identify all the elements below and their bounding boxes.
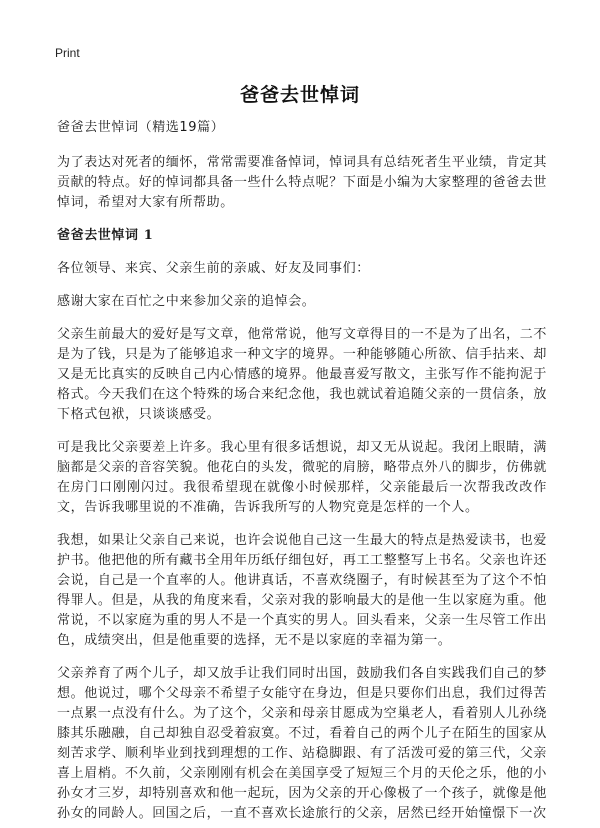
intro-paragraph: 为了表达对死者的缅怀，常常需要准备悼词，悼词具有总结死者生平业绩，肯定其贡献的特点。好的悼词都具备一些什么特点呢？下面是小编为大家整理的爸爸去世悼词，希望对大家有所帮助。 [57, 155, 547, 210]
body-paragraph: 可是我比父亲要差上许多。我心里有很多话想说，却又无从说起。我闭上眼睛，满脑都是父亲的音容笑貌。他花白的头发，微驼的肩膀，略带点外八的脚步，仿佛就在房门口刚刚闪过。我很希望现在就像小时候那样，父亲能最后一次帮我改改作文，告诉我哪里说的不准确，告诉我所写的人物究竟是怎样的一个人。 [57, 440, 547, 515]
document-body [57, 118, 547, 828]
document-title: 爸爸去世悼词 [239, 84, 360, 106]
body-paragraph: 父亲养育了两个儿子，却又放手让我们同时出国，鼓励我们各自实践我们自己的梦想。他说过，哪个父母亲不希望子女能守在身边，但是只要你们出息，我们过得苦一点累一点没有什么。为了这个，父亲和母亲甘愿成为空巢老人，看着别人儿孙绕膝其乐融融，自己却独自忍受着寂寞。不过，看着自己的两个儿子在陌生的国家从刻苦求学、顺利毕业到找到理想的工作、站稳脚跟、有了活泼可爱的第三代，父亲喜上眉梢。不久前，父亲刚刚有机会在美国享受了短短三个月的天伦之乐，他的小孙女才三岁，却特别喜欢和他一起玩，因为父亲的开心像极了一个孩子，就像是他孙女的同龄人。回国之后，一直不喜欢长途旅行的父亲，居然已经开始憧憬下一次 [57, 666, 547, 821]
body-paragraph: 父亲生前最大的爱好是写文章，他常常说，他写文章得目的一不是为了出名，二不是为了钱，只是为了能够追求一种文字的境界。一种能够随心所欲、信手拈来、却又是无比真实的反映自己内心情感的境界。他最喜爱写散文，主张写作不能拘泥于格式。今天我们在这个特殊的场合来纪念他，我也就试着追随父亲的一贯信条，放下格式包袱，只谈谈感受。 [57, 327, 547, 422]
body-paragraph: 感谢大家在百忙之中来参加父亲的追悼会。 [57, 294, 316, 309]
document-subtitle: 爸爸去世悼词（精选19篇） [57, 120, 225, 135]
body-paragraph: 我想，如果让父亲自己来说，也许会说他自己这一生最大的特点是热爱读书，也爱护书。他把他的所有藏书全用年历纸仔细包好，再工工整整写上书名。父亲也许还会说，自己是一个直率的人。他讲真话，不喜欢绕圈子，有时候甚至为了这个不怕得罪人。但是，从我的角度来看，父亲对我的影响最大的是他一生以家庭为重。他常说，不以家庭为重的男人不是一个真实的男人。回头看来，父亲一生尽管工作出色，成绩突出，但是他重要的选择，无不是以家庭的幸福为第一。 [57, 533, 547, 648]
body-paragraph: 各位领导、来宾、父亲生前的亲戚、好友及同事们： [57, 261, 370, 276]
section-heading: 爸爸去世悼词 1 [57, 228, 154, 243]
print-link[interactable]: Print [55, 46, 80, 60]
